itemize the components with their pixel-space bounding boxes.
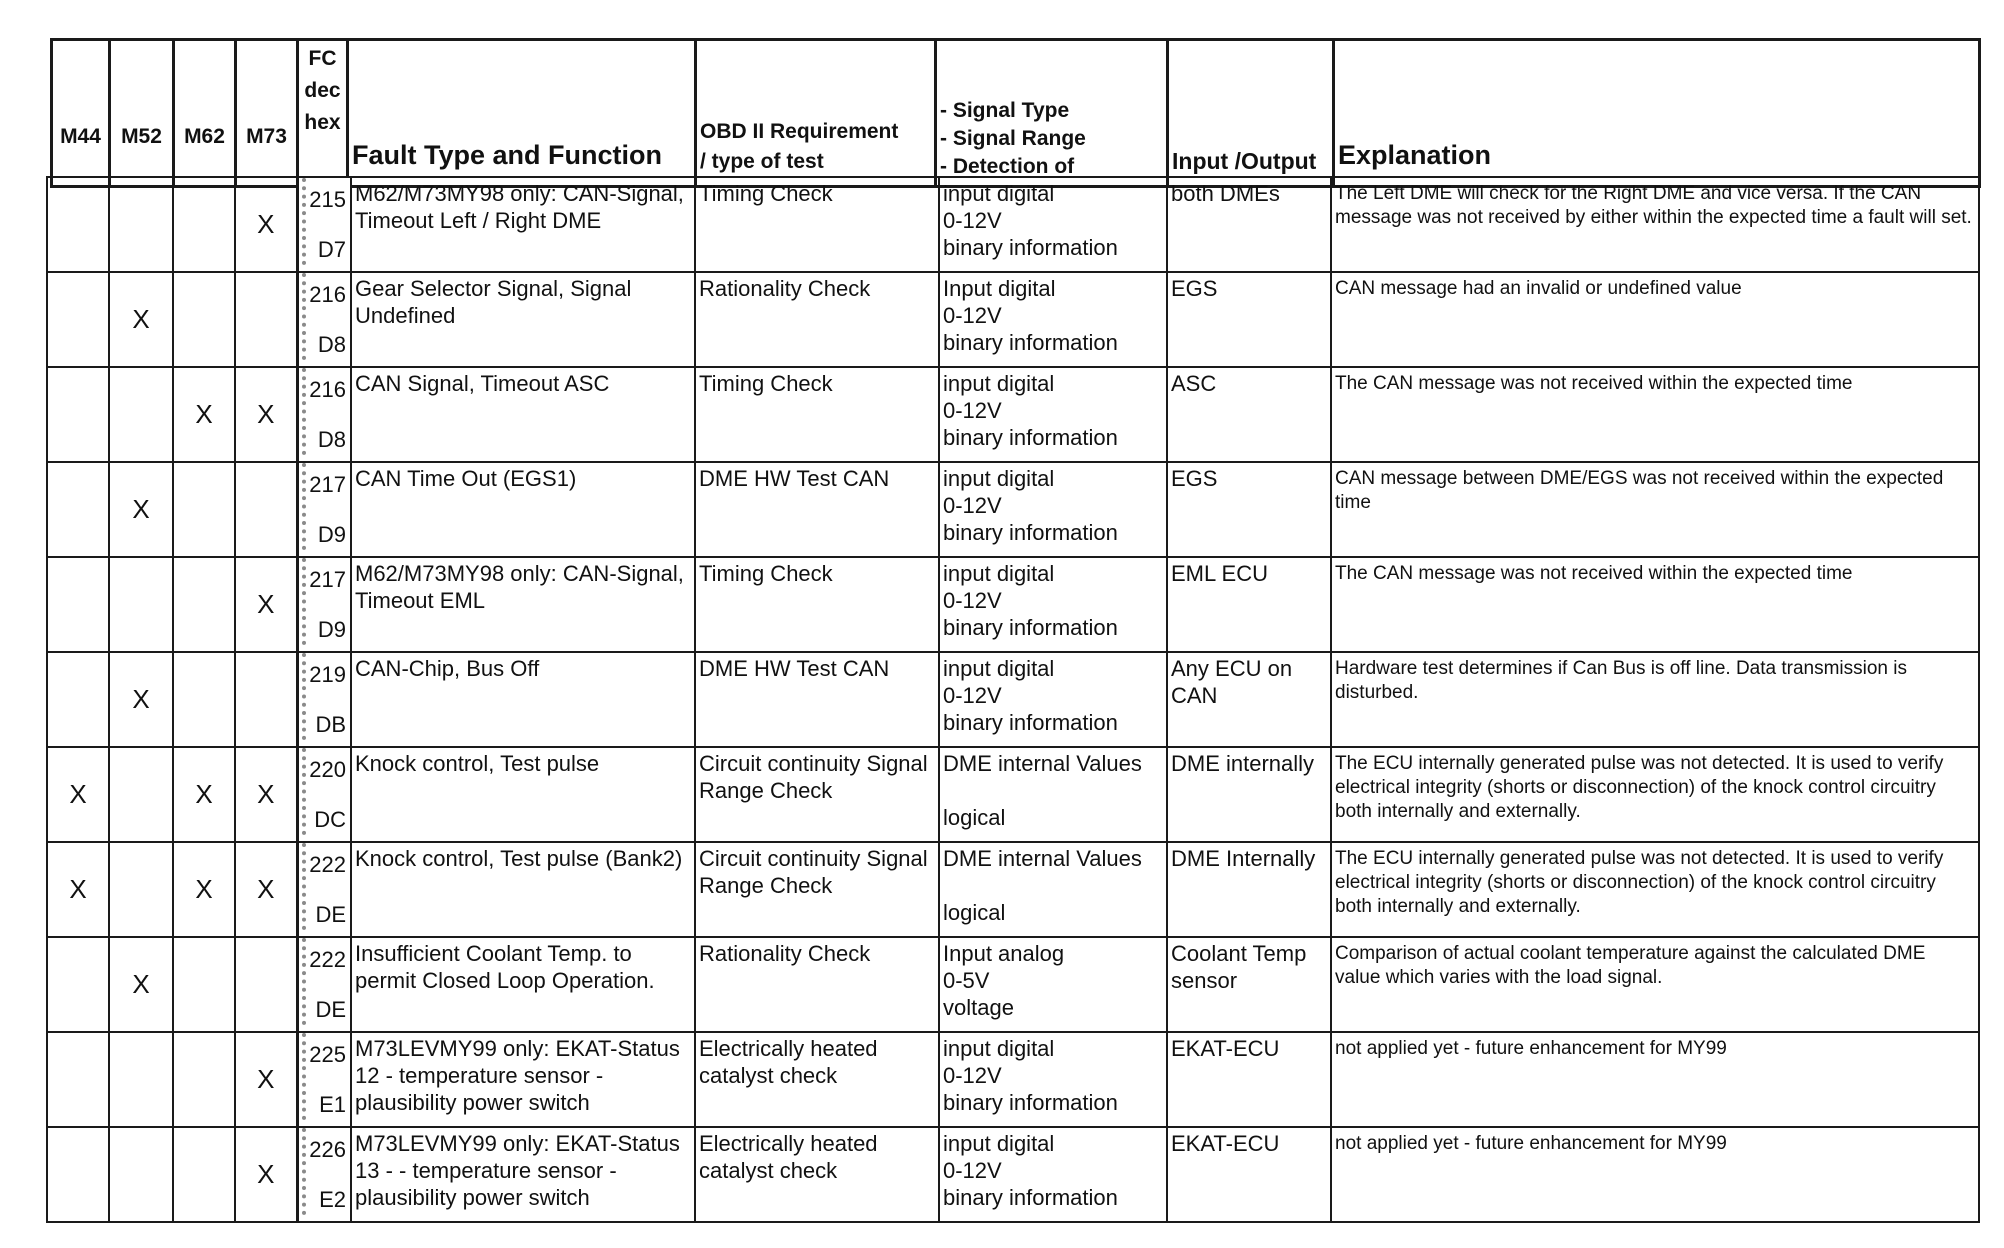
signal-cell	[939, 842, 1167, 937]
engine-m52-mark: X	[109, 652, 173, 747]
engine-m73-mark	[235, 272, 297, 367]
fault-code-cell	[297, 462, 351, 557]
engine-m73-mark: X	[235, 747, 297, 842]
engine-m44-mark	[47, 557, 109, 652]
header-m62: M62	[174, 40, 236, 187]
engine-m44-mark	[47, 177, 109, 272]
signal-line-3: voltage	[943, 995, 1014, 1020]
fault-code-hex: D8	[317, 427, 346, 452]
engine-m52-mark	[109, 557, 173, 652]
input-output-cell: EKAT-ECU	[1167, 1032, 1331, 1127]
signal-cell	[939, 557, 1167, 652]
engine-m62-mark	[173, 1032, 235, 1127]
signal-cell	[939, 462, 1167, 557]
signal-line-3: binary information	[943, 520, 1118, 545]
fault-code-box	[302, 843, 351, 930]
test-type-cell: Circuit continuity Signal Range Check	[695, 747, 939, 842]
signal-line-1: input digital	[943, 181, 1055, 206]
signal-cell	[939, 1127, 1167, 1222]
table-row	[47, 272, 1979, 367]
explanation-cell: The CAN message was not received within the expected time	[1331, 557, 1979, 652]
fault-code-box	[302, 178, 351, 265]
header-signal	[936, 40, 1168, 187]
engine-m62-mark: X	[173, 747, 235, 842]
fault-code-dec: 222	[309, 852, 346, 877]
header-obd-line-1: OBD II Requirement	[700, 120, 899, 143]
signal-cell	[939, 367, 1167, 462]
engine-m44-mark: X	[47, 842, 109, 937]
test-type-cell: DME HW Test CAN	[695, 652, 939, 747]
fault-code-dec: 216	[309, 377, 346, 402]
engine-m73-mark	[235, 652, 297, 747]
table-body	[47, 177, 1979, 1222]
header-explanation: Explanation	[1334, 40, 1980, 187]
fault-code-cell	[297, 1127, 351, 1222]
signal-line-1: input digital	[943, 371, 1055, 396]
header-fc-line-1: FC	[308, 47, 337, 70]
fault-type-cell: CAN Time Out (EGS1)	[351, 462, 695, 557]
engine-m44-mark	[47, 937, 109, 1032]
table-row	[47, 1127, 1979, 1222]
signal-cell	[939, 177, 1167, 272]
input-output-cell: DME Internally	[1167, 842, 1331, 937]
header-obd-requirement	[696, 40, 936, 187]
test-type-cell: Timing Check	[695, 557, 939, 652]
fault-code-hex: DC	[314, 807, 346, 832]
fault-code-hex: DB	[315, 712, 346, 737]
fault-type-cell: M73LEVMY99 only: EKAT-Status 13 - - temperature sensor - plausibility power switch	[351, 1127, 695, 1222]
fault-code-dec: 226	[309, 1137, 346, 1162]
engine-m73-mark	[235, 937, 297, 1032]
signal-line-2: 0-12V	[943, 303, 1002, 328]
engine-m52-mark	[109, 177, 173, 272]
input-output-cell: both DMEs	[1167, 177, 1331, 272]
engine-m73-mark: X	[235, 1032, 297, 1127]
signal-line-1: input digital	[943, 656, 1055, 681]
fault-code-hex: E1	[319, 1092, 346, 1117]
table-row	[47, 367, 1979, 462]
engine-m62-mark	[173, 177, 235, 272]
explanation-cell: Comparison of actual coolant temperature against the calculated DME value which varies with the load signal.	[1331, 937, 1979, 1032]
engine-m73-mark: X	[235, 842, 297, 937]
header-signal-line-2: - Signal Range	[940, 127, 1086, 150]
engine-m73-mark: X	[235, 177, 297, 272]
input-output-cell: Any ECU on CAN	[1167, 652, 1331, 747]
fault-code-dec: 217	[309, 567, 346, 592]
signal-cell	[939, 652, 1167, 747]
fault-code-cell	[297, 842, 351, 937]
fault-code-cell	[297, 1032, 351, 1127]
fault-code-cell	[297, 367, 351, 462]
engine-m44-mark	[47, 462, 109, 557]
fault-code-box	[302, 558, 351, 645]
engine-m52-mark	[109, 1032, 173, 1127]
engine-m62-mark	[173, 1127, 235, 1222]
fault-code-hex: D9	[317, 522, 346, 547]
header-m44: M44	[52, 40, 110, 187]
engine-m62-mark: X	[173, 842, 235, 937]
header-fc-line-3: hex	[304, 111, 341, 134]
signal-line-3: binary information	[943, 615, 1118, 640]
test-type-cell: Timing Check	[695, 367, 939, 462]
header-input-output: Input /Output	[1168, 40, 1334, 187]
signal-line-1: input digital	[943, 466, 1055, 491]
fault-code-dec: 225	[309, 1042, 346, 1067]
fault-type-cell: M62/M73MY98 only: CAN-Signal, Timeout EML	[351, 557, 695, 652]
fault-code-table	[46, 176, 1980, 1223]
signal-cell	[939, 272, 1167, 367]
signal-line-3: binary information	[943, 425, 1118, 450]
engine-m52-mark: X	[109, 937, 173, 1032]
test-type-cell: Rationality Check	[695, 272, 939, 367]
fault-code-hex: DE	[315, 997, 346, 1022]
signal-line-1: input digital	[943, 1131, 1055, 1156]
explanation-cell: not applied yet - future enhancement for MY99	[1331, 1127, 1979, 1222]
fault-code-hex: DE	[315, 902, 346, 927]
engine-m44-mark	[47, 652, 109, 747]
engine-m62-mark	[173, 652, 235, 747]
header-fc-line-2: dec	[304, 79, 341, 102]
fault-type-cell: Knock control, Test pulse (Bank2)	[351, 842, 695, 937]
engine-m73-mark: X	[235, 557, 297, 652]
engine-m62-mark	[173, 272, 235, 367]
fault-code-dec: 220	[309, 757, 346, 782]
fault-type-cell: Knock control, Test pulse	[351, 747, 695, 842]
fault-code-box	[302, 368, 351, 455]
engine-m73-mark	[235, 462, 297, 557]
table-row	[47, 747, 1979, 842]
input-output-cell: ASC	[1167, 367, 1331, 462]
test-type-cell: Electrically heated catalyst check	[695, 1032, 939, 1127]
table-row	[47, 652, 1979, 747]
fault-code-box	[302, 273, 351, 360]
test-type-cell: Timing Check	[695, 177, 939, 272]
table-row	[47, 937, 1979, 1032]
explanation-cell: Hardware test determines if Can Bus is off line. Data transmission is disturbed.	[1331, 652, 1979, 747]
engine-m52-mark	[109, 1127, 173, 1222]
engine-m62-mark	[173, 557, 235, 652]
fault-code-cell	[297, 747, 351, 842]
header-m73: M73	[236, 40, 298, 187]
test-type-cell: Rationality Check	[695, 937, 939, 1032]
input-output-cell: DME internally	[1167, 747, 1331, 842]
fault-code-box	[302, 748, 351, 835]
table-row	[47, 557, 1979, 652]
signal-line-3: binary information	[943, 710, 1118, 735]
header-m52: M52	[110, 40, 174, 187]
signal-line-1: input digital	[943, 561, 1055, 586]
engine-m73-mark: X	[235, 367, 297, 462]
signal-line-2: 0-12V	[943, 493, 1002, 518]
fault-code-hex: E2	[319, 1187, 346, 1212]
fault-type-cell: Gear Selector Signal, Signal Undefined	[351, 272, 695, 367]
input-output-cell: Coolant Temp sensor	[1167, 937, 1331, 1032]
signal-line-1: input digital	[943, 1036, 1055, 1061]
header-signal-line-3: - Detection of	[940, 155, 1075, 178]
signal-line-3: binary information	[943, 330, 1118, 355]
fault-code-box	[302, 938, 351, 1025]
table-row	[47, 177, 1979, 272]
engine-m44-mark	[47, 1032, 109, 1127]
signal-cell	[939, 937, 1167, 1032]
fault-code-cell	[297, 177, 351, 272]
fault-code-cell	[297, 557, 351, 652]
signal-line-1: Input analog	[943, 941, 1065, 966]
table-row	[47, 462, 1979, 557]
signal-line-3: binary information	[943, 1090, 1118, 1115]
fault-code-hex: D7	[317, 237, 346, 262]
signal-line-3: binary information	[943, 235, 1118, 260]
fault-type-cell: M73LEVMY99 only: EKAT-Status 12 - temperature sensor - plausibility power switch	[351, 1032, 695, 1127]
table-header	[50, 38, 1981, 188]
signal-line-2: 0-12V	[943, 683, 1002, 708]
header-fault-type: Fault Type and Function	[348, 40, 696, 187]
explanation-cell: CAN message had an invalid or undefined value	[1331, 272, 1979, 367]
fault-code-dec: 215	[309, 187, 346, 212]
fault-code-cell	[297, 272, 351, 367]
engine-m73-mark: X	[235, 1127, 297, 1222]
signal-line-1: Input digital	[943, 276, 1056, 301]
explanation-cell: The ECU internally generated pulse was not detected. It is used to verify electrical integrity (shorts or disconnection) of the knock control circuitry both internally and externally.	[1331, 747, 1979, 842]
signal-line-1: DME internal Values	[943, 751, 1142, 776]
signal-line-2	[943, 777, 1163, 804]
signal-line-2: 0-12V	[943, 1158, 1002, 1183]
header-fc	[298, 40, 348, 187]
signal-line-3: logical	[943, 805, 1006, 830]
signal-line-3: binary information	[943, 1185, 1118, 1210]
fault-code-dec: 219	[309, 662, 346, 687]
signal-cell	[939, 747, 1167, 842]
fault-type-cell: Insufficient Coolant Temp. to permit Closed Loop Operation.	[351, 937, 695, 1032]
input-output-cell: EGS	[1167, 272, 1331, 367]
engine-m52-mark	[109, 747, 173, 842]
signal-line-3: logical	[943, 900, 1006, 925]
test-type-cell: Circuit continuity Signal Range Check	[695, 842, 939, 937]
explanation-cell: not applied yet - future enhancement for MY99	[1331, 1032, 1979, 1127]
fault-type-cell: CAN Signal, Timeout ASC	[351, 367, 695, 462]
signal-line-1: DME internal Values	[943, 846, 1142, 871]
engine-m44-mark	[47, 1127, 109, 1222]
explanation-cell: CAN message between DME/EGS was not received within the expected time	[1331, 462, 1979, 557]
fault-code-box	[302, 1033, 351, 1120]
table-row	[47, 1032, 1979, 1127]
engine-m62-mark: X	[173, 367, 235, 462]
engine-m44-mark	[47, 367, 109, 462]
header-obd-line-2: / type of test	[700, 150, 824, 173]
fault-code-dec: 217	[309, 472, 346, 497]
test-type-cell: DME HW Test CAN	[695, 462, 939, 557]
signal-line-2: 0-12V	[943, 1063, 1002, 1088]
fault-code-hex: D8	[317, 332, 346, 357]
fault-code-box	[302, 1128, 351, 1215]
test-type-cell: Electrically heated catalyst check	[695, 1127, 939, 1222]
fault-code-cell	[297, 937, 351, 1032]
fault-code-hex: D9	[317, 617, 346, 642]
input-output-cell: EML ECU	[1167, 557, 1331, 652]
engine-m52-mark	[109, 842, 173, 937]
explanation-cell: The ECU internally generated pulse was not detected. It is used to verify electrical integrity (shorts or disconnection) of the knock control circuitry both internally and externally.	[1331, 842, 1979, 937]
signal-line-2: 0-12V	[943, 398, 1002, 423]
signal-line-2: 0-5V	[943, 968, 990, 993]
header-signal-line-1: - Signal Type	[940, 99, 1070, 122]
signal-line-2: 0-12V	[943, 208, 1002, 233]
engine-m52-mark: X	[109, 462, 173, 557]
input-output-cell: EKAT-ECU	[1167, 1127, 1331, 1222]
fault-code-dec: 216	[309, 282, 346, 307]
engine-m62-mark	[173, 462, 235, 557]
engine-m44-mark	[47, 272, 109, 367]
engine-m44-mark: X	[47, 747, 109, 842]
signal-cell	[939, 1032, 1167, 1127]
fault-code-box	[302, 653, 351, 740]
signal-line-2: 0-12V	[943, 588, 1002, 613]
table-row	[47, 842, 1979, 937]
fault-code-box	[302, 463, 351, 550]
input-output-cell: EGS	[1167, 462, 1331, 557]
explanation-cell: The Left DME will check for the Right DME and vice versa. If the CAN message was not received by either within the expected time a fault will set.	[1331, 177, 1979, 272]
engine-m62-mark	[173, 937, 235, 1032]
signal-line-2	[943, 872, 1163, 899]
fault-type-cell: CAN-Chip, Bus Off	[351, 652, 695, 747]
fault-code-cell	[297, 652, 351, 747]
fault-type-cell: M62/M73MY98 only: CAN-Signal, Timeout Left / Right DME	[351, 177, 695, 272]
engine-m52-mark	[109, 367, 173, 462]
fault-code-dec: 222	[309, 947, 346, 972]
explanation-cell: The CAN message was not received within the expected time	[1331, 367, 1979, 462]
engine-m52-mark: X	[109, 272, 173, 367]
